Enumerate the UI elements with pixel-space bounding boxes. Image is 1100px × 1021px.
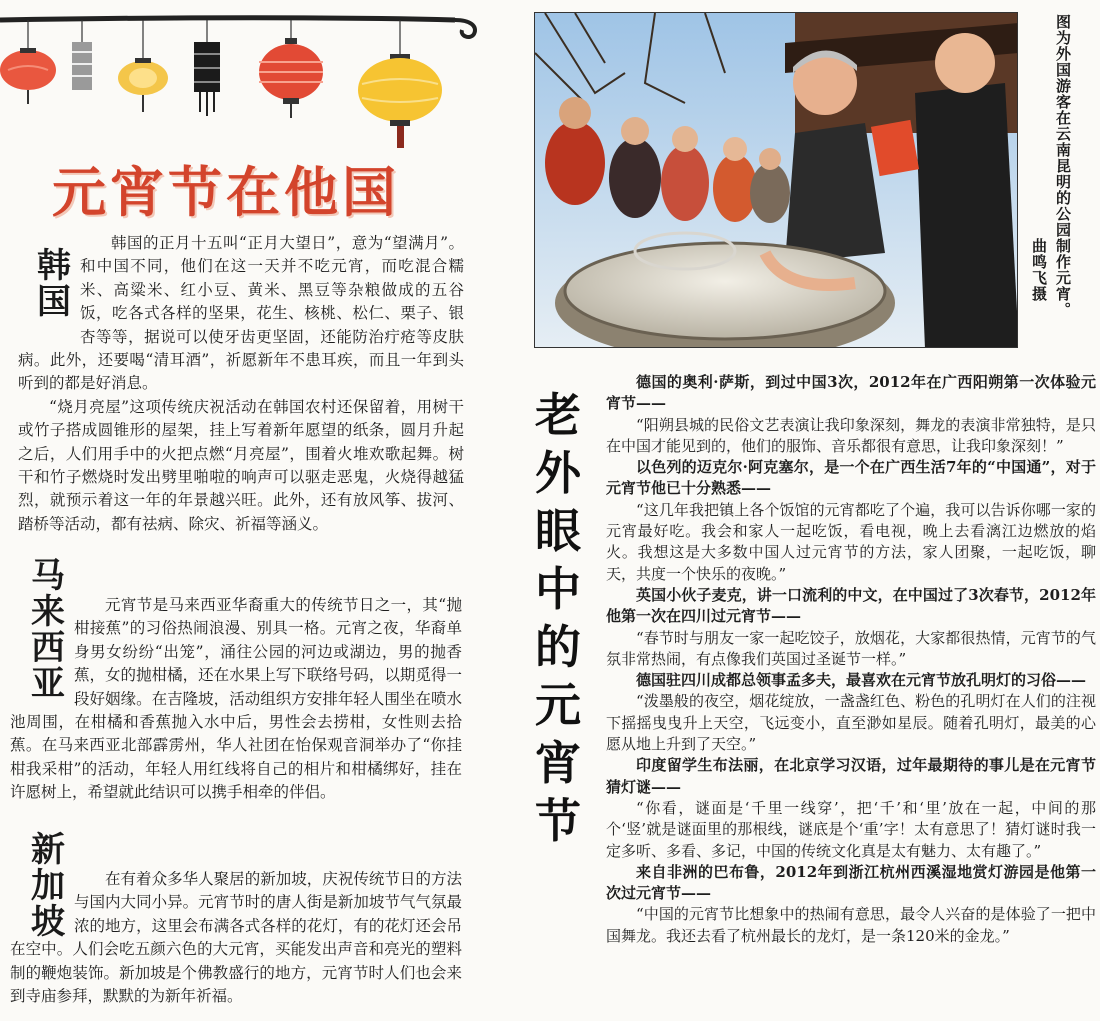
quote-speaker: 来自非洲的巴布鲁，2012年到浙江杭州西溪湿地赏灯游园是他第一次过元宵节—— xyxy=(606,862,1096,903)
quote-block xyxy=(606,372,1096,457)
quote-speaker: 英国小伙子麦克，讲一口流利的中文，在中国过了3次春节，2012年他第一次在四川过元宵节—— xyxy=(606,585,1096,626)
lantern-rod xyxy=(0,18,455,20)
lantern-decoration xyxy=(0,0,500,160)
heading-char: 坡 xyxy=(31,902,65,942)
photo-caption: 图为外国游客在云南昆明的公园制作元宵。 xyxy=(1054,14,1072,318)
title-char: 宵 xyxy=(535,736,581,790)
heading-char: 韩 xyxy=(37,246,71,286)
korea-paragraph-2: “烧月亮屋”这项传统庆祝活动在韩国农村还保留着，用树干或竹子搭成圆锥形的屋架，挂上写着新年愿望的纸条，圆月升起之后，人们用手中的火把点燃“月亮屋”，围着火堆欢歌起舞。树干和竹子燃烧时发出劈里啪啦的响声可以驱走恶鬼，火烧得越猛烈，就预示着这一年的年景越兴旺。此外，还有放风筝、拔河、踏桥等活动，都有祛病、除灾、祈福等涵义。 xyxy=(18,397,464,533)
red-barrel-lantern-icon xyxy=(259,38,323,118)
black-lantern-icon xyxy=(194,42,220,116)
photo xyxy=(534,12,1018,348)
korea-article xyxy=(18,232,464,536)
quote-text: “阳朔县城的民俗文艺表演让我印象深刻，舞龙的表演非常独特，是只在中国才能见到的，他们的服饰、音乐都很有意思，让我印象深刻！” xyxy=(606,415,1096,455)
feature-title xyxy=(528,386,588,850)
quote-block xyxy=(606,862,1096,947)
title-char: 元 xyxy=(535,678,581,732)
title-char: 中 xyxy=(535,562,581,616)
korea-paragraph-1: 韩国的正月十五叫“正月大望日”，意为“望满月”。和中国不同，他们在这一天并不吃元宵，而吃混合糯米、高粱米、红小豆、黄米、黑豆等杂粮做成的五谷饭，吃各式各样的坚果，花生、核桃、松仁、栗子、银杏等等，据说可以使牙齿更坚固，还能防治疔疮等皮肤病。此外，还要喝“清耳酒”，祈愿新年不患耳疾，而且一年到头听到的都是好消息。 xyxy=(18,234,464,393)
big-yellow-lantern-icon xyxy=(358,54,442,148)
quote-text: “中国的元宵节比想象中的热闹有意思，最令人兴奋的是体验了一把中国舞龙。我还去看了杭州最长的龙灯，是一条120米的金龙。” xyxy=(606,905,1096,945)
quote-text: “春节时与朋友一家一起吃饺子，放烟花，大家都很热情，元宵节的气氛非常热闹，有点像我们英国过圣诞节一样。” xyxy=(606,628,1096,668)
grey-lantern-icon xyxy=(72,42,92,90)
quote-speaker: 印度留学生布法丽，在北京学习汉语，过年最期待的事儿是在元宵节猜灯谜—— xyxy=(606,756,1096,796)
heading-char: 新 xyxy=(31,830,65,870)
quote-block xyxy=(606,585,1096,670)
photo-credit: 曲鸣飞摄 xyxy=(1030,238,1048,302)
heading-char: 马 xyxy=(31,556,65,596)
heading-char: 加 xyxy=(31,866,65,906)
quote-block xyxy=(606,670,1096,755)
quote-speaker: 德国的奥利·萨斯，到过中国3次，2012年在广西阳朔第一次体验元宵节—— xyxy=(606,373,1096,413)
title-char: 节 xyxy=(535,794,581,848)
rod-curl xyxy=(455,20,475,37)
photo-illustration xyxy=(535,13,1018,348)
title-char: 的 xyxy=(535,620,581,674)
quote-text: “这几年我把镇上各个饭馆的元宵都吃了个遍，我可以告诉你哪一家的元宵最好吃。我会和家人一起吃饭，看电视，晚上去看漓江边燃放的焰火。我想这是大多数中国人过元宵节的方法，家人团聚，一起吃饭，聊天，共度一个快乐的夜晚。” xyxy=(606,500,1096,583)
quotes-article xyxy=(606,372,1096,947)
malaysia-article xyxy=(10,594,462,805)
heading-char: 西 xyxy=(31,628,65,668)
heading-char: 亚 xyxy=(31,664,65,704)
quote-speaker: 以色列的迈克尔·阿克塞尔，是一个在广西生活7年的“中国通”，对于元宵节他已十分熟悉—— xyxy=(606,458,1096,498)
title-char: 老 xyxy=(535,388,581,442)
singapore-article xyxy=(10,868,462,1008)
main-title: 元宵节在他国 xyxy=(52,160,400,224)
quote-text: “你看，谜面是‘千里一线穿’，把‘千’和‘里’放在一起，中间的那个‘竖’就是谜面里的那根线，谜底是个‘重’字！太有意思了！猜灯谜时我一定多听、多看、多记，中国的传统文化真是太有魅力、太有趣了。” xyxy=(606,798,1096,860)
heading-char: 来 xyxy=(31,592,65,632)
yellow-lantern-icon xyxy=(118,58,168,112)
red-lantern-icon xyxy=(0,48,56,104)
singapore-paragraph-1: 在有着众多华人聚居的新加坡，庆祝传统节日的方法与国内大同小异。元宵节时的唐人街是新加坡节气气氛最浓的地方，这里会布满各式各样的花灯，有的花灯还会吊在空中。人们会吃五颜六色的大元宵，买能发出声音和亮光的塑料制的鞭炮装饰。新加坡是个佛教盛行的地方，元宵节时人们也会来到寺庙参拜，默默的为新年祈福。 xyxy=(10,870,462,1006)
quote-block xyxy=(606,457,1096,585)
quote-block xyxy=(606,755,1096,861)
heading-char: 国 xyxy=(37,282,71,322)
malaysia-paragraph-1: 元宵节是马来西亚华裔重大的传统节日之一，其“抛柑接蕉”的习俗热闹浪漫、别具一格。元宵之夜，华裔单身男女纷纷“出笼”，涌往公园的河边或湖边，男的抛香蕉，女的抛柑橘，还在水果上写下联络号码，以期觅得一段好姻缘。在吉隆坡，活动组织方安排年轻人围坐在喷水池周围，在柑橘和香蕉抛入水中后，男性会去捞柑，女性则去拾蕉。在马来西亚北部霹雳州，华人社团在怡保观音洞举办了“你挂柑我采柑”的活动，年轻人用红线将自己的相片和柑橘绑好，挂在许愿树上，希望就此结识可以携手相牵的伴侣。 xyxy=(10,596,462,802)
title-char: 外 xyxy=(535,446,581,500)
title-char: 眼 xyxy=(535,504,581,558)
quote-text: “泼墨般的夜空，烟花绽放，一盏盏红色、粉色的孔明灯在人们的注视下摇摇曳曳升上天空，飞远变小，直至渺如星辰。随着孔明灯，最美的心愿从地上升到了天空。” xyxy=(606,692,1096,754)
quote-speaker: 德国驻四川成都总领事孟多夫，最喜欢在元宵节放孔明灯的习俗—— xyxy=(636,671,1087,690)
